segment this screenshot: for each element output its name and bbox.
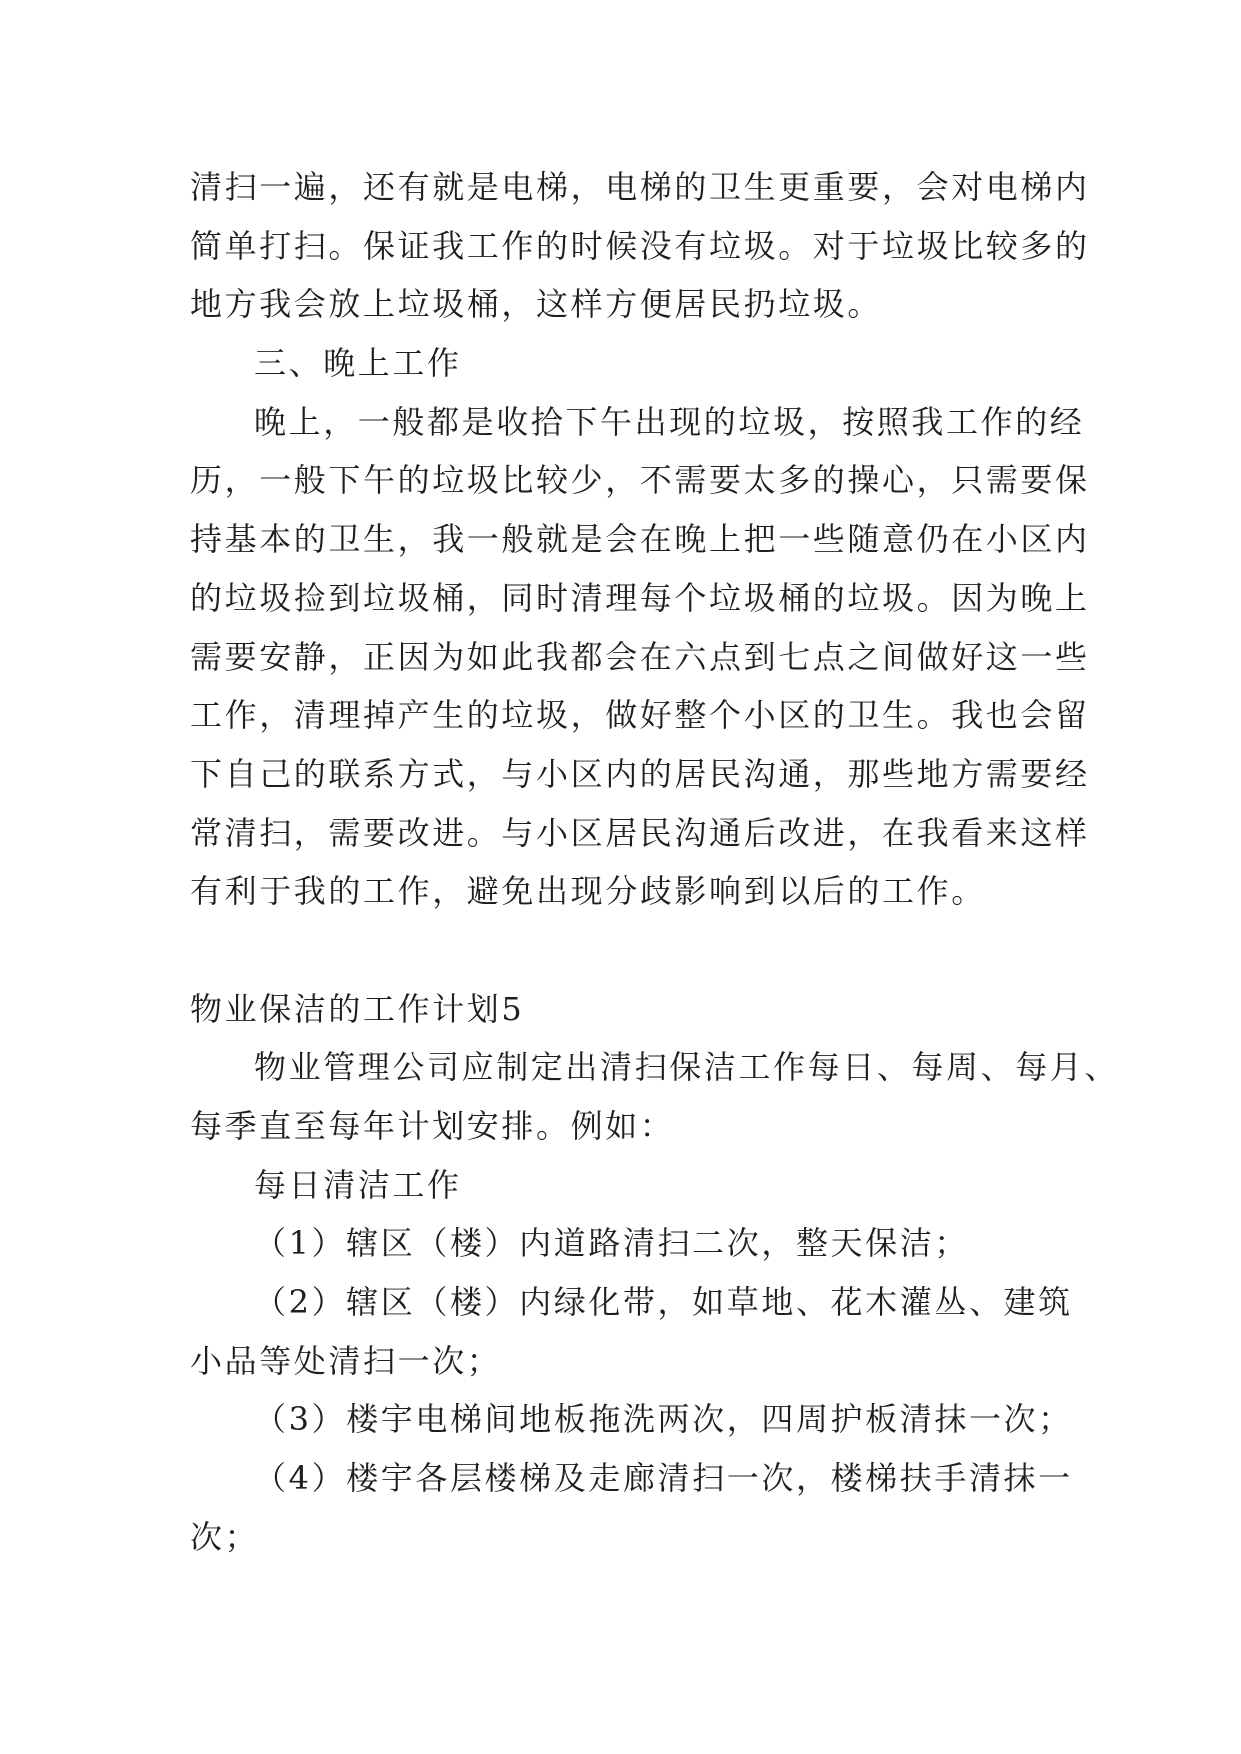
list-item: （3）楼宇电梯间地板拖洗两次，四周护板清抹一次； (254, 1400, 1073, 1439)
paragraph-line: 有利于我的工作，避免出现分歧影响到以后的工作。 (190, 872, 986, 911)
blank-line (190, 921, 1050, 980)
paragraph-line: 清扫一遍，还有就是电梯，电梯的卫生更重要，会对电梯内 (190, 168, 1090, 206)
document-body (190, 158, 1120, 1567)
list-item: （4）楼宇各层楼梯及走廊清扫一次，楼梯扶手清抹一 (254, 1459, 1073, 1498)
paragraph-line: 需要安静，正因为如此我都会在六点到七点之间做好这一些 (190, 637, 1090, 676)
section-heading: 三、晚上工作 (254, 344, 462, 383)
list-item: （1）辖区（楼）内道路清扫二次，整天保洁； (254, 1224, 969, 1263)
paragraph-line: 常清扫，需要改进。与小区居民沟通后改进，在我看来这样 (190, 813, 1090, 852)
paragraph-line: 地方我会放上垃圾桶，这样方便居民扔垃圾。 (190, 285, 883, 324)
paragraph-line: 工作，清理掉产生的垃圾，做好整个小区的卫生。我也会留 (190, 696, 1090, 735)
paragraph-line: 下自己的联系方式，与小区内的居民沟通，那些地方需要经 (190, 754, 1090, 793)
list-item-continuation: 小品等处清扫一次； (190, 1341, 502, 1380)
paragraph-line: 简单打扫。保证我工作的时候没有垃圾。对于垃圾比较多的 (190, 226, 1090, 265)
document-title: 物业保洁的工作计划5 (190, 989, 525, 1028)
paragraph-line: 每季直至每年计划安排。例如： (190, 1107, 675, 1145)
list-item-continuation: 次； (190, 1517, 260, 1556)
paragraph-line: 晚上，一般都是收拾下午出现的垃圾，按照我工作的经 (254, 402, 1085, 441)
paragraph-line: 历，一般下午的垃圾比较少，不需要太多的操心，只需要保 (190, 461, 1090, 500)
paragraph-line: 物业管理公司应制定出清扫保洁工作每日、每周、每月、 (254, 1048, 1120, 1087)
paragraph-line: 的垃圾捡到垃圾桶，同时清理每个垃圾桶的垃圾。因为晚上 (190, 578, 1090, 617)
list-item: （2）辖区（楼）内绿化带，如草地、花木灌丛、建筑 (254, 1283, 1073, 1322)
subsection-heading: 每日清洁工作 (254, 1165, 462, 1204)
paragraph-line: 持基本的卫生，我一般就是会在晚上把一些随意仍在小区内 (190, 520, 1090, 559)
